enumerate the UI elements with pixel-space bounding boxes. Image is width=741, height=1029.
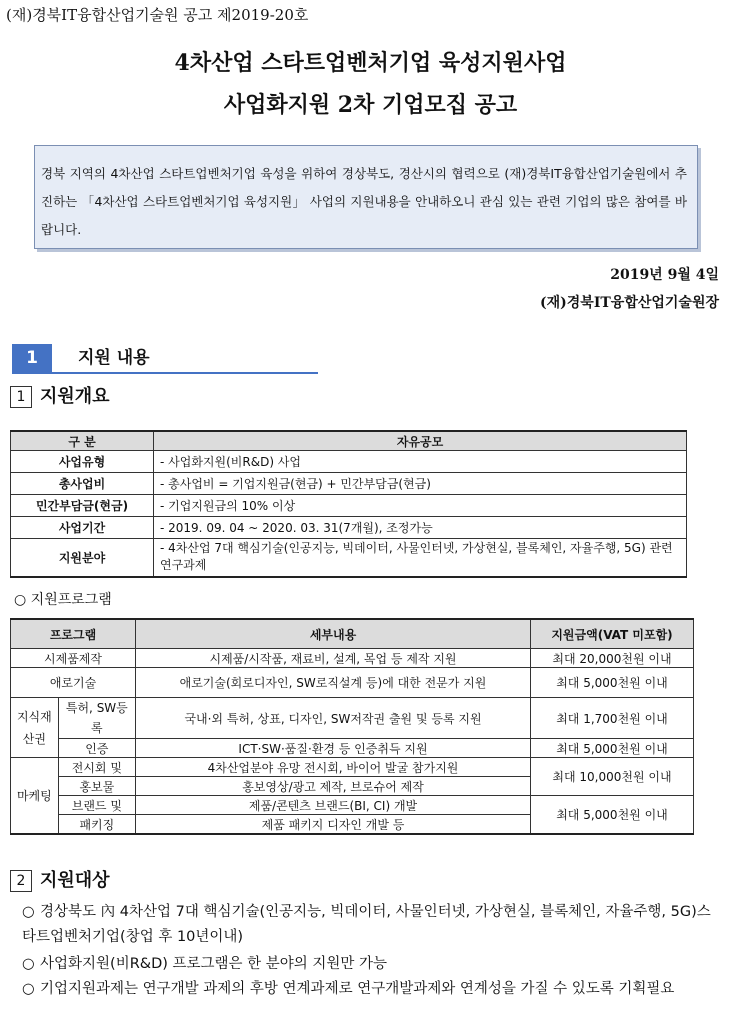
- row-label: 지원분야: [11, 539, 154, 577]
- table-header-row: [11, 619, 694, 649]
- program-detail: ICT·SW·품질·환경 등 인증취득 지원: [136, 739, 531, 758]
- program-amount: 최대 1,700천원 이내: [531, 698, 694, 739]
- section-title: 지원 내용: [78, 348, 150, 368]
- row-value: - 4차산업 7대 핵심기술(인공지능, 빅데이터, 사물인터넷, 가상현실, 블록체인, 자율주행, 5G) 관련 연구과제: [154, 539, 687, 577]
- table-row: [11, 473, 687, 495]
- row-label: 사업기간: [11, 517, 154, 539]
- subsection-title: 지원대상: [40, 870, 110, 891]
- table-row: [11, 649, 694, 668]
- program-detail: 애로기술(회로디자인, SW로직설계 등)에 대한 전문가 지원: [136, 668, 531, 698]
- program-detail: 제품 패키지 디자인 개발 등: [136, 815, 531, 835]
- bullet-mark: ○: [22, 904, 35, 920]
- row-label: 사업유형: [11, 451, 154, 473]
- program-label: ○ 지원프로그램: [14, 592, 112, 608]
- target-item-1: [22, 900, 722, 950]
- bullet-mark: ○: [22, 956, 35, 972]
- row-value: - 총사업비 = 기업지원금(현금) + 민간부담금(현금): [154, 473, 687, 495]
- subsection-target: [10, 866, 110, 892]
- program-name: 애로기술: [11, 668, 136, 698]
- program-detail: 제품/콘텐츠 브랜드(BI, CI) 개발: [136, 796, 531, 815]
- program-name: 홍보물: [58, 777, 135, 796]
- doc-title-line2: 사업화지원 2차 기업모집 공고: [223, 92, 518, 118]
- table-row: [11, 758, 694, 777]
- subsection-title: 지원개요: [40, 386, 110, 407]
- program-amount: 최대 20,000천원 이내: [531, 649, 694, 668]
- table-row: [11, 451, 687, 473]
- header-cell: 구 분: [11, 431, 154, 451]
- target-item-2: [22, 952, 722, 977]
- program-amount: 최대 5,000천원 이내: [531, 796, 694, 835]
- target-item-3: [22, 977, 722, 1002]
- section-number: 1: [12, 344, 52, 372]
- header-cell: 지원금액(VAT 미포함): [531, 619, 694, 649]
- program-name: 인증: [58, 739, 135, 758]
- subsection-number-box: 1: [10, 386, 32, 408]
- program-amount: 최대 5,000천원 이내: [531, 739, 694, 758]
- program-name: 특허, SW등록: [58, 698, 135, 739]
- table-row: [11, 668, 694, 698]
- intro-box: [34, 145, 698, 249]
- target-text: 사업화지원(비R&D) 프로그램은 한 분야의 지원만 가능: [40, 956, 388, 972]
- row-value: - 사업화지원(비R&D) 사업: [154, 451, 687, 473]
- row-value: - 2019. 09. 04 ~ 2020. 03. 31(7개월), 조정가능: [154, 517, 687, 539]
- header-cell: 자유공모: [154, 431, 687, 451]
- subsection-number-box: 2: [10, 870, 32, 892]
- program-amount: 최대 5,000천원 이내: [531, 668, 694, 698]
- program-name: 패키징: [58, 815, 135, 835]
- target-text: 기업지원과제는 연구개발 과제의 후방 연계과제로 연구개발과제와 연계성을 가질 수 있도록 기획필요: [40, 981, 675, 997]
- table-row: [11, 517, 687, 539]
- program-detail: 홍보영상/광고 제작, 브로슈어 제작: [136, 777, 531, 796]
- intro-text: 경북 지역의 4차산업 스타트업벤처기업 육성을 위하여 경상북도, 경산시의 협력으로 (재)경북IT융합산업기술원에서 추진하는 「4차산업 스타트업벤처기업 육성지원」 사업의 지원내용을 안내하오니 관심 있는 관련 기업의 많은 참여를 바랍니다.: [41, 166, 687, 237]
- table-row: [11, 796, 694, 815]
- notice-number: (재)경북IT융합산업기술원 공고 제2019-20호: [6, 6, 309, 24]
- header-cell: 프로그램: [11, 619, 136, 649]
- program-detail: 4차산업분야 유망 전시회, 바이어 발굴 참가지원: [136, 758, 531, 777]
- group-label: 지식재산권: [11, 698, 59, 758]
- row-label: 민간부담금(현금): [11, 495, 154, 517]
- table-row: [11, 698, 694, 739]
- row-label: 총사업비: [11, 473, 154, 495]
- row-value: - 기업지원금의 10% 이상: [154, 495, 687, 517]
- subsection-overview: [10, 382, 110, 408]
- header-cell: 세부내용: [136, 619, 531, 649]
- program-name: 시제품제작: [11, 649, 136, 668]
- overview-table: [10, 430, 687, 578]
- program-amount: 최대 10,000천원 이내: [531, 758, 694, 796]
- program-table: [10, 618, 694, 835]
- section-underline: [12, 372, 318, 374]
- doc-title-line1: 4차산업 스타트업벤처기업 육성지원사업: [174, 50, 567, 76]
- program-detail: 시제품/시작품, 재료비, 설계, 목업 등 제작 지원: [136, 649, 531, 668]
- program-detail: 국내·외 특허, 상표, 디자인, SW저작권 출원 및 등록 지원: [136, 698, 531, 739]
- program-name: 전시회 및: [58, 758, 135, 777]
- table-row: [11, 495, 687, 517]
- date: 2019년 9월 4일: [610, 267, 719, 283]
- target-text: 경상북도 內 4차산업 7대 핵심기술(인공지능, 빅데이터, 사물인터넷, 가상현실, 블록체인, 자율주행, 5G)스타트업벤처기업(창업 후 10년이내): [22, 904, 711, 945]
- organization: (재)경북IT융합산업기술원장: [540, 295, 719, 311]
- table-header-row: [11, 431, 687, 451]
- table-row: [11, 739, 694, 758]
- table-row: [11, 539, 687, 577]
- group-label: 마케팅: [11, 758, 59, 835]
- program-name: 브랜드 및: [58, 796, 135, 815]
- bullet-mark: ○: [22, 981, 35, 997]
